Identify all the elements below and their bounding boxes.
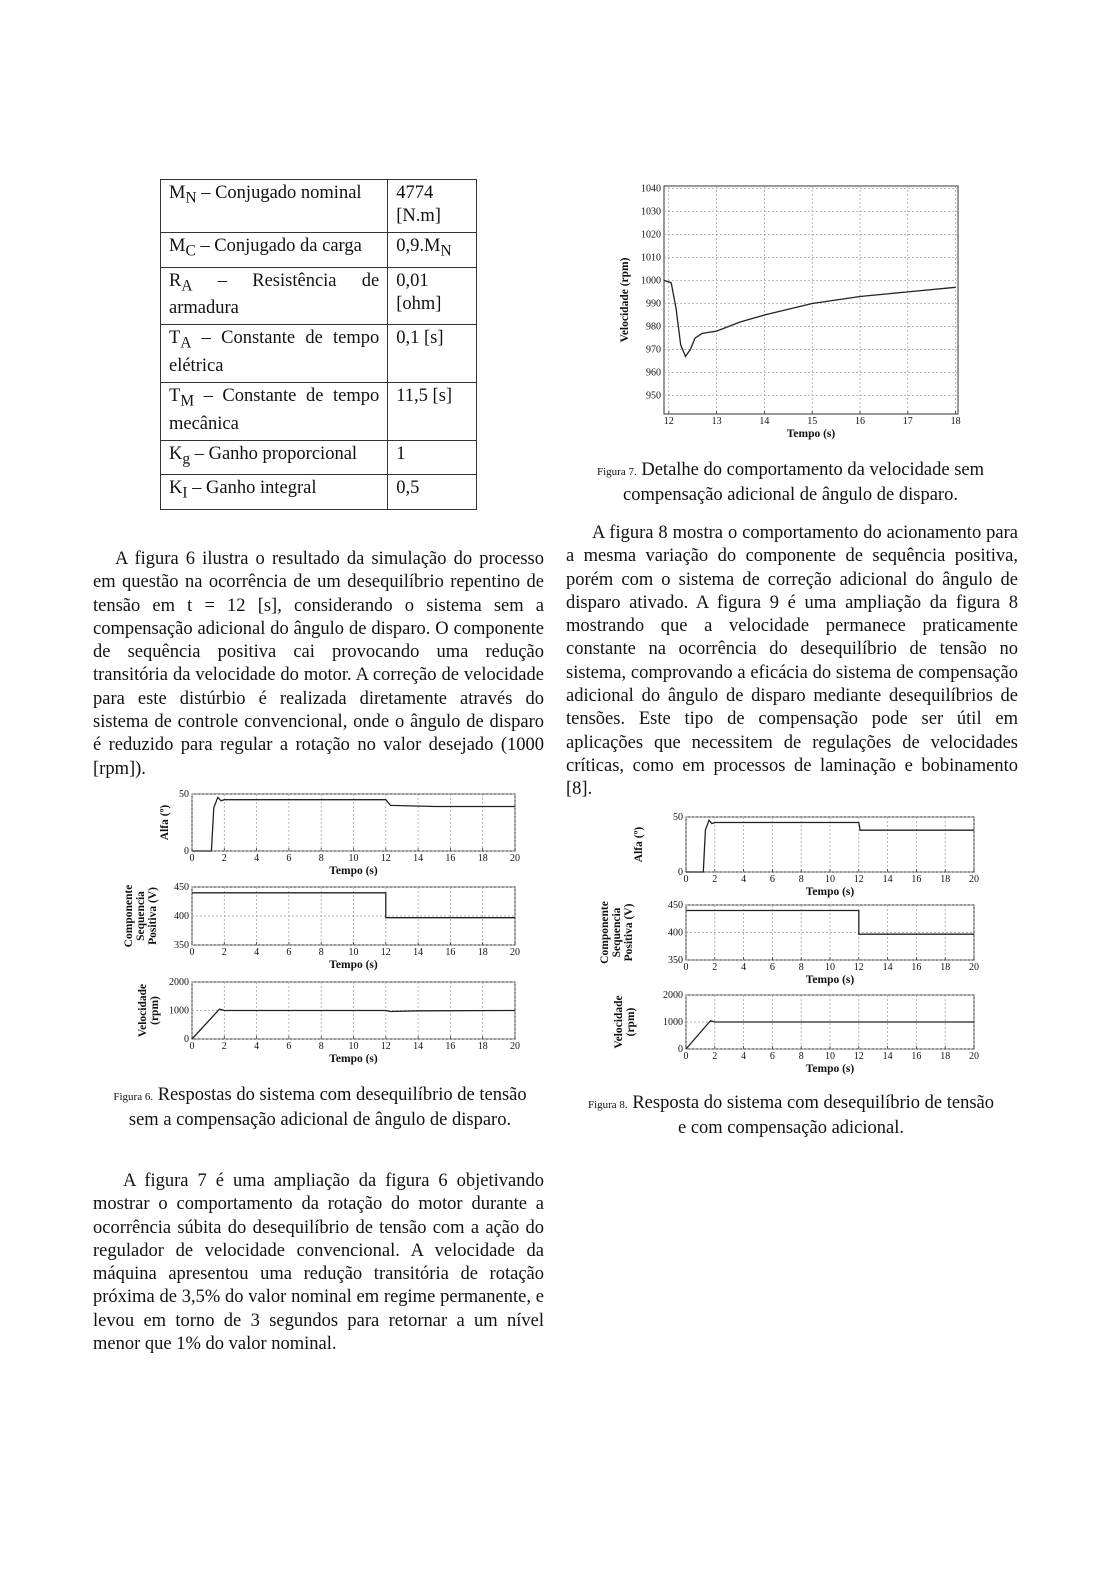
x-tick-label: 6 [769,962,775,973]
figure-8-caption [586,1092,996,1140]
y-tick-label: 50 [673,812,683,823]
table-cell-label: $T_A$ – Constante de tempo elétrica [161,325,388,383]
table-cell-label: $M_N$ – Conjugado nominal [161,180,388,233]
table-row [161,233,477,268]
table-row [161,180,477,233]
x-tick-label: 14 [882,962,893,973]
x-axis-label: Tempo (s) [805,886,855,898]
x-tick-label: 12 [853,1051,864,1062]
paragraph-fig7-description: A figura 7 é uma ampliação da figura 6 objetivando mostrar o comportamento da rotação do motor durante a ocorrência súbita do desequilíbrio de tensão com a ação do regulador de velocidade convencional. A velocidade da máquina apresentou uma redução transitória de rotação próxima de 3,5% do valor nominal em regime permanente, e levou em torno de 3 segundos para retornar a um nível menor que 1% do valor nominal. [93,1171,544,1355]
y-tick-label: 950 [646,390,661,402]
x-tick-label: 6 [286,1041,292,1052]
table-cell-label: $K_I$ – Ganho integral [161,475,388,510]
x-tick-label: 18 [940,962,951,973]
parameter-table [160,179,477,510]
y-tick-label: 0 [184,846,189,857]
x-tick-label: 8 [318,947,324,958]
table-cell-value: 0,5 [388,475,477,510]
y-tick-label: 960 [646,367,661,379]
x-tick-label: 20 [510,947,520,958]
y-axis-label: Positiva (V) [623,903,635,962]
x-tick-label: 8 [798,874,804,885]
y-tick-label: 0 [184,1034,189,1045]
table-cell-value: $0,9.M_N$ [388,233,477,268]
x-tick-label: 0 [189,1041,195,1052]
figure-7-chart [616,183,966,453]
table-row [161,325,477,383]
x-tick-label: 4 [741,874,747,885]
paragraph-fig6-description: A figura 6 ilustra o resultado da simulação do processo em questão na ocorrência de um desequilíbrio repentino de tensão em t = 12 [s], considerando o sistema sem a compensação adicional do ângulo de disparo. O componente de sequência positiva cai provocando uma redução transitória da velocidade do motor. A correção de velocidade para este distúrbio é realizada diretamente através do sistema de controle convencional, onde o ângulo de disparo é reduzido para regular a rotação no valor desejado (1000 [rpm]). [93,549,544,779]
table-cell-label: $K_g$ – Ganho proporcional [161,440,388,475]
x-tick-label: 4 [741,1051,747,1062]
x-axis-label: Tempo (s) [805,974,855,986]
x-tick-label: 10 [825,874,835,885]
x-tick-label: 4 [254,1041,260,1052]
x-tick-label: 12 [853,874,864,885]
y-tick-label: 1000 [641,275,661,287]
x-tick-label: 12 [380,853,391,864]
x-tick-label: 18 [950,416,961,427]
x-tick-label: 20 [969,1051,979,1062]
y-tick-label: 0 [678,867,683,878]
x-tick-label: 8 [318,1041,324,1052]
table-cell-value: 11,5 [s] [388,383,477,441]
y-tick-label: 350 [668,955,683,966]
x-tick-label: 2 [712,874,718,885]
y-tick-label: 400 [668,927,683,939]
y-axis-label: Velocidade [613,995,625,1049]
x-tick-label: 18 [940,1051,951,1062]
table-cell-value: 0,1 [s] [388,325,477,383]
y-tick-label: 1000 [663,1017,683,1028]
y-axis-label: Componente [599,901,611,964]
y-tick-label: 990 [646,298,661,310]
x-tick-label: 6 [286,853,292,864]
x-tick-label: 14 [413,947,424,958]
x-tick-label: 12 [380,1041,391,1052]
table-cell-value: 4774 [N.m] [388,180,477,233]
x-tick-label: 10 [348,1041,359,1052]
y-axis-label: Sequencia [611,907,623,958]
y-tick-label: 450 [174,882,189,893]
y-tick-label: 0 [678,1044,683,1055]
table-cell-label: $M_C$ – Conjugado da carga [161,233,388,268]
y-tick-label: 400 [174,911,189,922]
x-tick-label: 4 [254,853,260,864]
x-tick-label: 0 [189,947,195,958]
y-tick-label: 1020 [641,229,661,241]
paragraph-fig8-description: A figura 8 mostra o comportamento do acionamento para a mesma variação do componente de sequência positiva, porém com o sistema de correção adicional do ângulo de disparo ativado. A figura 9 é uma ampliação da figura 8 mostrando que a velocidade permanece praticamente constante na ocorrência do desequilíbrio de tensão no sistema, comprovando a eficácia do sistema de compensação adicional do ângulo de disparo mediante desequilíbrios de tensões. Este tipo de compensação pode ser útil em aplicações que necessitem de regulações de velocidades críticas, como em processos de laminação e bobinamento [8]. [566,523,1018,800]
y-axis-label: (rpm) [625,1007,637,1037]
x-tick-label: 10 [825,1051,835,1062]
x-tick-label: 16 [911,962,922,973]
x-tick-label: 0 [683,1051,689,1062]
x-tick-label: 20 [969,874,979,885]
plot-frame [664,186,958,414]
x-tick-label: 18 [940,874,951,885]
x-tick-label: 20 [969,962,979,973]
y-tick-label: 1030 [641,206,661,218]
x-tick-label: 8 [798,962,804,973]
x-tick-label: 14 [882,874,893,885]
figure-6-label: Figura 6. [113,1091,154,1103]
table-row [161,267,477,325]
x-tick-label: 14 [413,1041,424,1052]
x-tick-label: 10 [825,962,835,973]
figure-6-caption [105,1084,535,1132]
table-row [161,440,477,475]
figure-6-caption-text: Respostas do sistema com desequilíbrio de tensão sem a compensação adicional de ângulo de disparo. [128,1085,527,1130]
x-tick-label: 2 [221,853,227,864]
figure-7-caption [568,459,1013,507]
figure-7-caption-text: Detalhe do comportamento da velocidade sem compensação adicional de ângulo de disparo. [623,460,984,505]
x-tick-label: 6 [286,947,292,958]
y-tick-label: 2000 [663,990,683,1001]
x-tick-label: 10 [348,853,359,864]
figure-8-chart [596,806,988,1086]
x-tick-label: 16 [855,416,865,427]
x-tick-label: 12 [663,416,674,427]
y-axis-label: (rpm) [149,996,161,1025]
table-cell-value: 0,01 [ohm] [388,267,477,325]
y-axis-label: Sequencia [135,891,147,941]
x-axis-label: Tempo (s) [805,1063,855,1075]
table-cell-label: $R_A$ – Resistência de armadura [161,267,388,325]
figure-7-label: Figura 7. [597,466,637,478]
figure-8-caption-text: Resposta do sistema com desequilíbrio de tensão e com compensação adicional. [632,1093,995,1138]
table-row [161,475,477,510]
x-tick-label: 16 [445,1041,456,1052]
x-tick-label: 2 [712,1051,718,1062]
y-axis-label: Velocidade [137,983,149,1038]
table-cell-value: 1 [388,440,477,475]
x-tick-label: 6 [769,874,775,885]
y-tick-label: 1010 [641,252,661,264]
x-tick-label: 20 [510,1041,520,1052]
x-tick-label: 10 [348,947,359,958]
y-axis-label: Alfa (º) [633,826,645,863]
x-tick-label: 8 [318,853,324,864]
x-tick-label: 6 [769,1051,775,1062]
x-tick-label: 0 [683,962,689,973]
y-tick-label: 980 [646,321,661,333]
x-tick-label: 0 [189,853,195,864]
y-tick-label: 1000 [169,1005,189,1017]
x-axis-label: Tempo (s) [329,959,378,971]
y-tick-label: 2000 [169,977,189,988]
table-row [161,383,477,441]
y-axis-label: Velocidade (rpm) [619,257,631,343]
x-tick-label: 14 [882,1051,893,1062]
y-axis-label: Positiva (V) [147,887,159,945]
x-tick-label: 13 [711,416,722,427]
x-tick-label: 16 [911,1051,922,1062]
y-tick-label: 350 [174,940,189,951]
x-tick-label: 12 [853,962,864,973]
y-tick-label: 970 [646,344,661,356]
x-axis-label: Tempo (s) [786,428,836,440]
x-tick-label: 8 [798,1051,804,1062]
x-tick-label: 18 [477,853,488,864]
y-axis-label: Alfa (º) [159,804,171,841]
x-axis-label: Tempo (s) [329,865,378,877]
x-tick-label: 16 [911,874,922,885]
x-tick-label: 16 [445,853,456,864]
x-tick-label: 15 [807,416,818,427]
x-tick-label: 20 [510,853,520,864]
x-tick-label: 14 [413,853,424,864]
x-tick-label: 12 [380,947,391,958]
table-cell-label: $T_M$ – Constante de tempo mecânica [161,383,388,441]
figure-6-chart [118,786,528,1076]
x-tick-label: 16 [445,947,456,958]
y-tick-label: 50 [179,789,189,800]
x-tick-label: 4 [254,947,260,958]
x-tick-label: 0 [683,874,689,885]
x-tick-label: 18 [477,1041,488,1052]
figure-8-label: Figura 8. [587,1099,628,1111]
y-axis-label: Componente [123,884,135,948]
x-tick-label: 18 [477,947,488,958]
y-tick-label: 450 [668,900,683,911]
x-tick-label: 2 [221,1041,227,1052]
x-tick-label: 2 [221,947,227,958]
x-tick-label: 14 [759,416,770,427]
x-tick-label: 4 [741,962,747,973]
x-tick-label: 2 [712,962,718,973]
y-tick-label: 1040 [641,183,661,195]
x-axis-label: Tempo (s) [329,1053,378,1065]
x-tick-label: 17 [902,416,913,427]
